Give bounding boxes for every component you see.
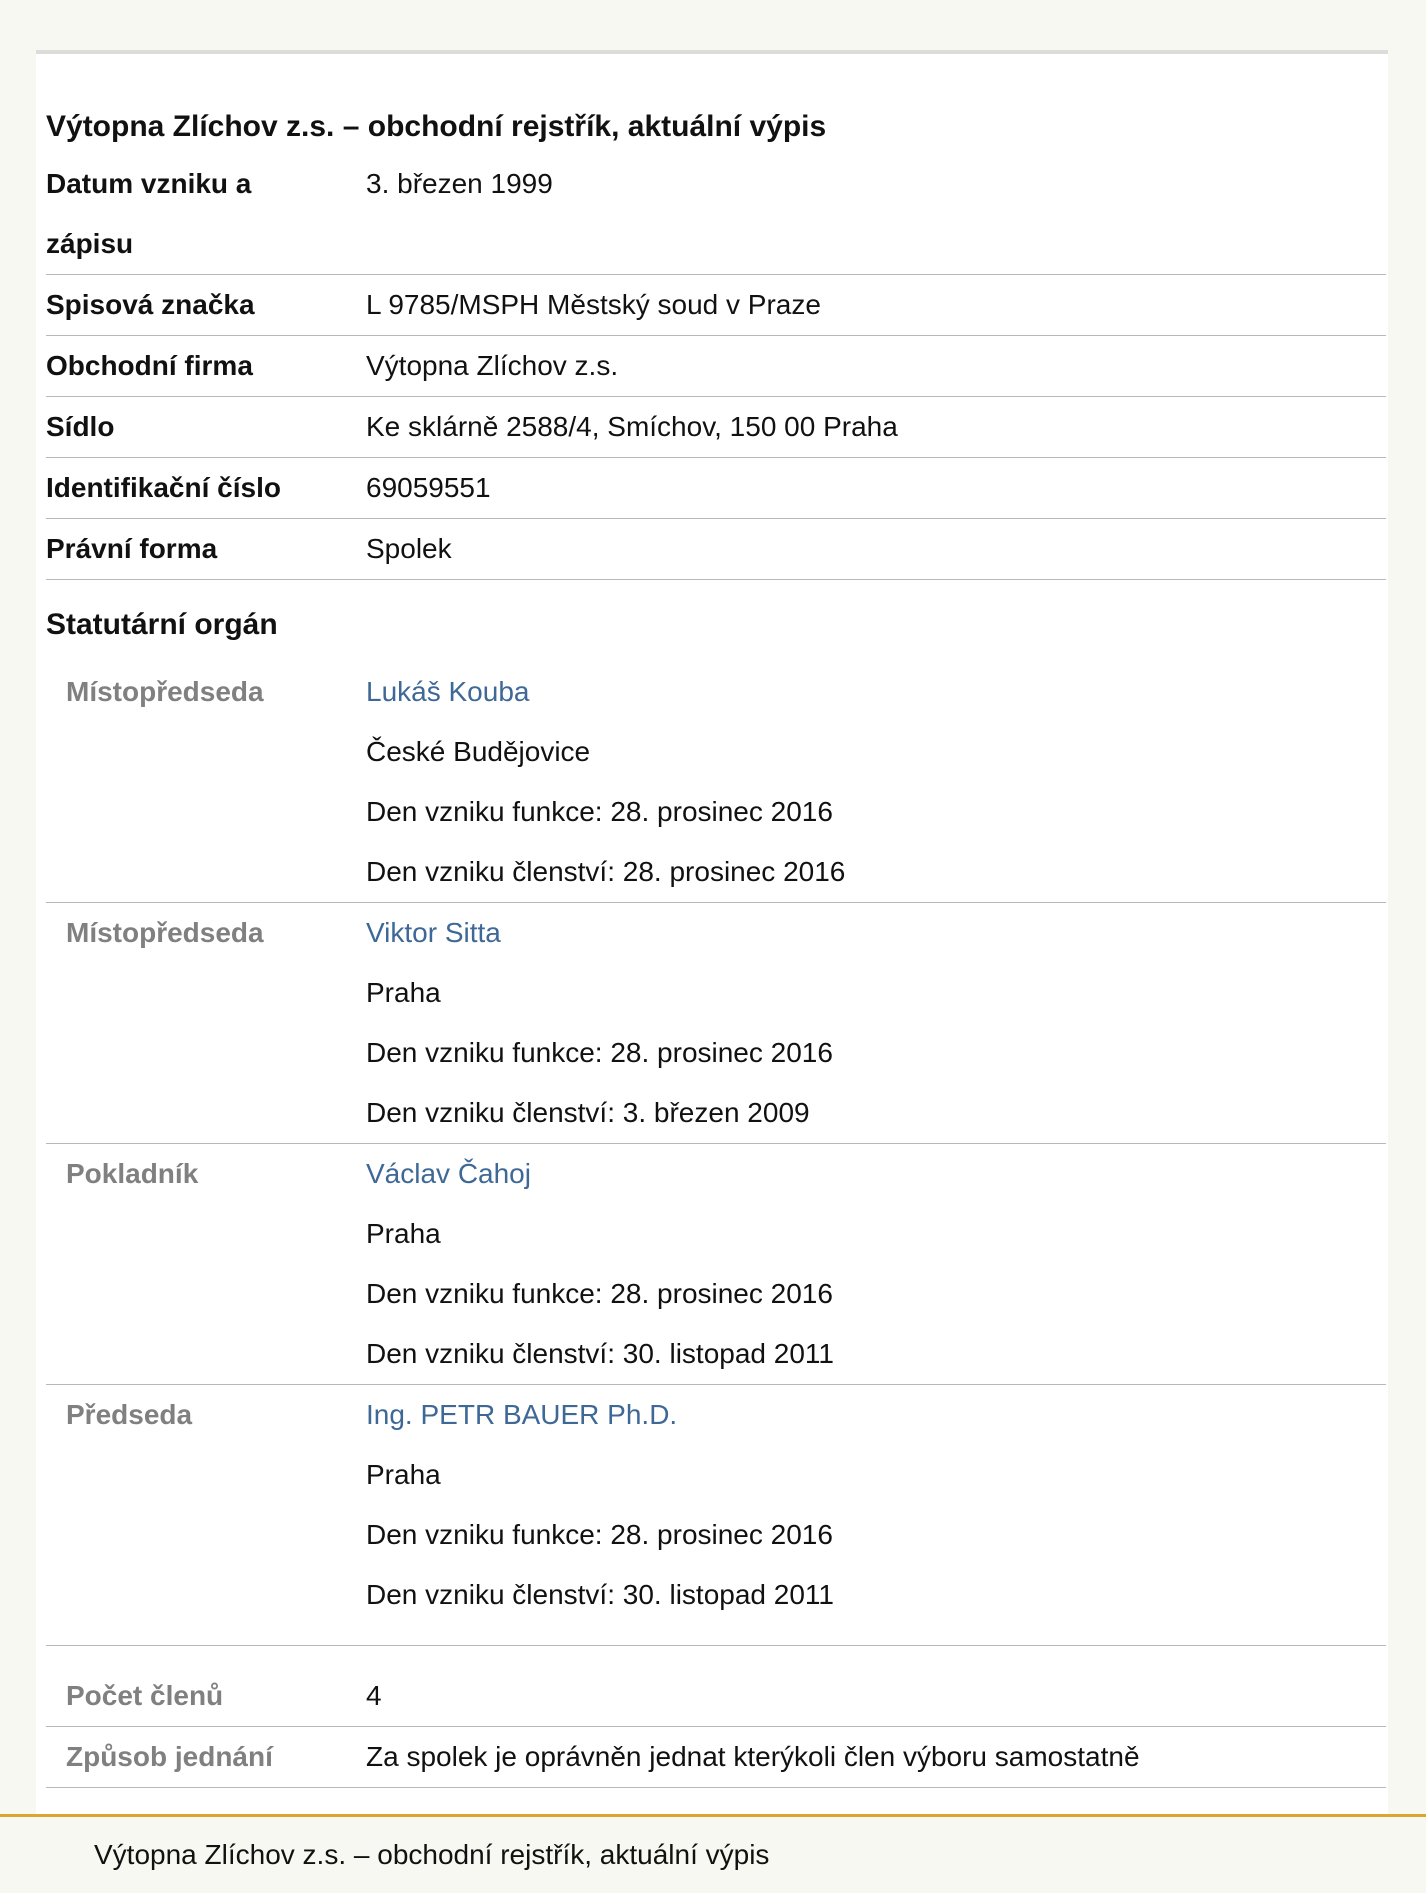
member-name-link[interactable]: Viktor Sitta <box>366 917 501 948</box>
footer-title: Výtopna Zlíchov z.s. – obchodní rejstřík, aktuální výpis <box>94 1839 770 1870</box>
conduct-value: Za spolek je oprávněn jednat kterýkoli člen výboru samostatně <box>366 1741 1140 1772</box>
member-role: Předseda <box>66 1399 193 1430</box>
detail-label-line1: Datum vzniku a <box>46 168 252 199</box>
member-function-date: Den vzniku funkce: 28. prosinec 2016 <box>366 1037 833 1068</box>
member-membership-date: Den vzniku členství: 30. listopad 2011 <box>366 1338 834 1369</box>
member-city: Praha <box>366 1459 441 1490</box>
detail-value: Výtopna Zlíchov z.s. <box>366 350 619 381</box>
conduct-label: Způsob jednání <box>66 1741 273 1772</box>
detail-row-founded <box>46 154 1386 275</box>
detail-row-file-number <box>46 275 1386 336</box>
detail-row-id-number <box>46 458 1386 519</box>
member-name-link[interactable]: Ing. PETR BAUER Ph.D. <box>366 1399 678 1430</box>
member-role: Pokladník <box>66 1158 199 1189</box>
detail-value: Spolek <box>366 533 452 564</box>
conduct-row <box>46 1727 1386 1788</box>
detail-label: Obchodní firma <box>46 350 253 381</box>
detail-value: 69059551 <box>366 472 491 503</box>
page-footer <box>0 1814 1426 1893</box>
member-name-link[interactable]: Václav Čahoj <box>366 1158 531 1189</box>
member-role: Místopředseda <box>66 917 264 948</box>
member-name-link[interactable]: Lukáš Kouba <box>366 676 530 707</box>
member-row <box>46 903 1386 1144</box>
member-count-label: Počet členů <box>66 1680 224 1711</box>
member-function-date: Den vzniku funkce: 28. prosinec 2016 <box>366 1278 833 1309</box>
detail-row-address <box>46 397 1386 458</box>
detail-value: Ke sklárně 2588/4, Smíchov, 150 00 Praha <box>366 411 898 442</box>
member-membership-date: Den vzniku členství: 28. prosinec 2016 <box>366 856 846 887</box>
detail-value: L 9785/MSPH Městský soud v Praze <box>366 289 821 320</box>
member-city: Praha <box>366 1218 441 1249</box>
detail-label: Sídlo <box>46 411 115 442</box>
member-count-row <box>46 1646 1386 1727</box>
member-membership-date: Den vzniku členství: 30. listopad 2011 <box>366 1579 834 1610</box>
member-membership-date: Den vzniku členství: 3. březen 2009 <box>366 1097 810 1128</box>
register-content <box>46 100 1386 1788</box>
member-row <box>46 662 1386 903</box>
detail-row-legal-form <box>46 519 1386 580</box>
member-row <box>46 1144 1386 1385</box>
member-city: České Budějovice <box>366 736 591 767</box>
member-function-date: Den vzniku funkce: 28. prosinec 2016 <box>366 796 833 827</box>
detail-row-business-name <box>46 336 1386 397</box>
register-card <box>36 50 1388 1824</box>
member-function-date: Den vzniku funkce: 28. prosinec 2016 <box>366 1519 833 1550</box>
page-title: Výtopna Zlíchov z.s. – obchodní rejstřík, aktuální výpis <box>46 110 827 143</box>
statutory-heading: Statutární orgán <box>46 608 278 641</box>
member-row <box>46 1385 1386 1646</box>
detail-label-line2: zápisu <box>46 228 134 259</box>
detail-label: Identifikační číslo <box>46 472 281 503</box>
detail-label: Spisová značka <box>46 289 255 320</box>
detail-label <box>46 154 366 274</box>
detail-value: 3. březen 1999 <box>366 168 553 199</box>
member-count-value: 4 <box>366 1680 382 1711</box>
member-role: Místopředseda <box>66 676 264 707</box>
detail-label: Právní forma <box>46 533 218 564</box>
member-city: Praha <box>366 977 441 1008</box>
